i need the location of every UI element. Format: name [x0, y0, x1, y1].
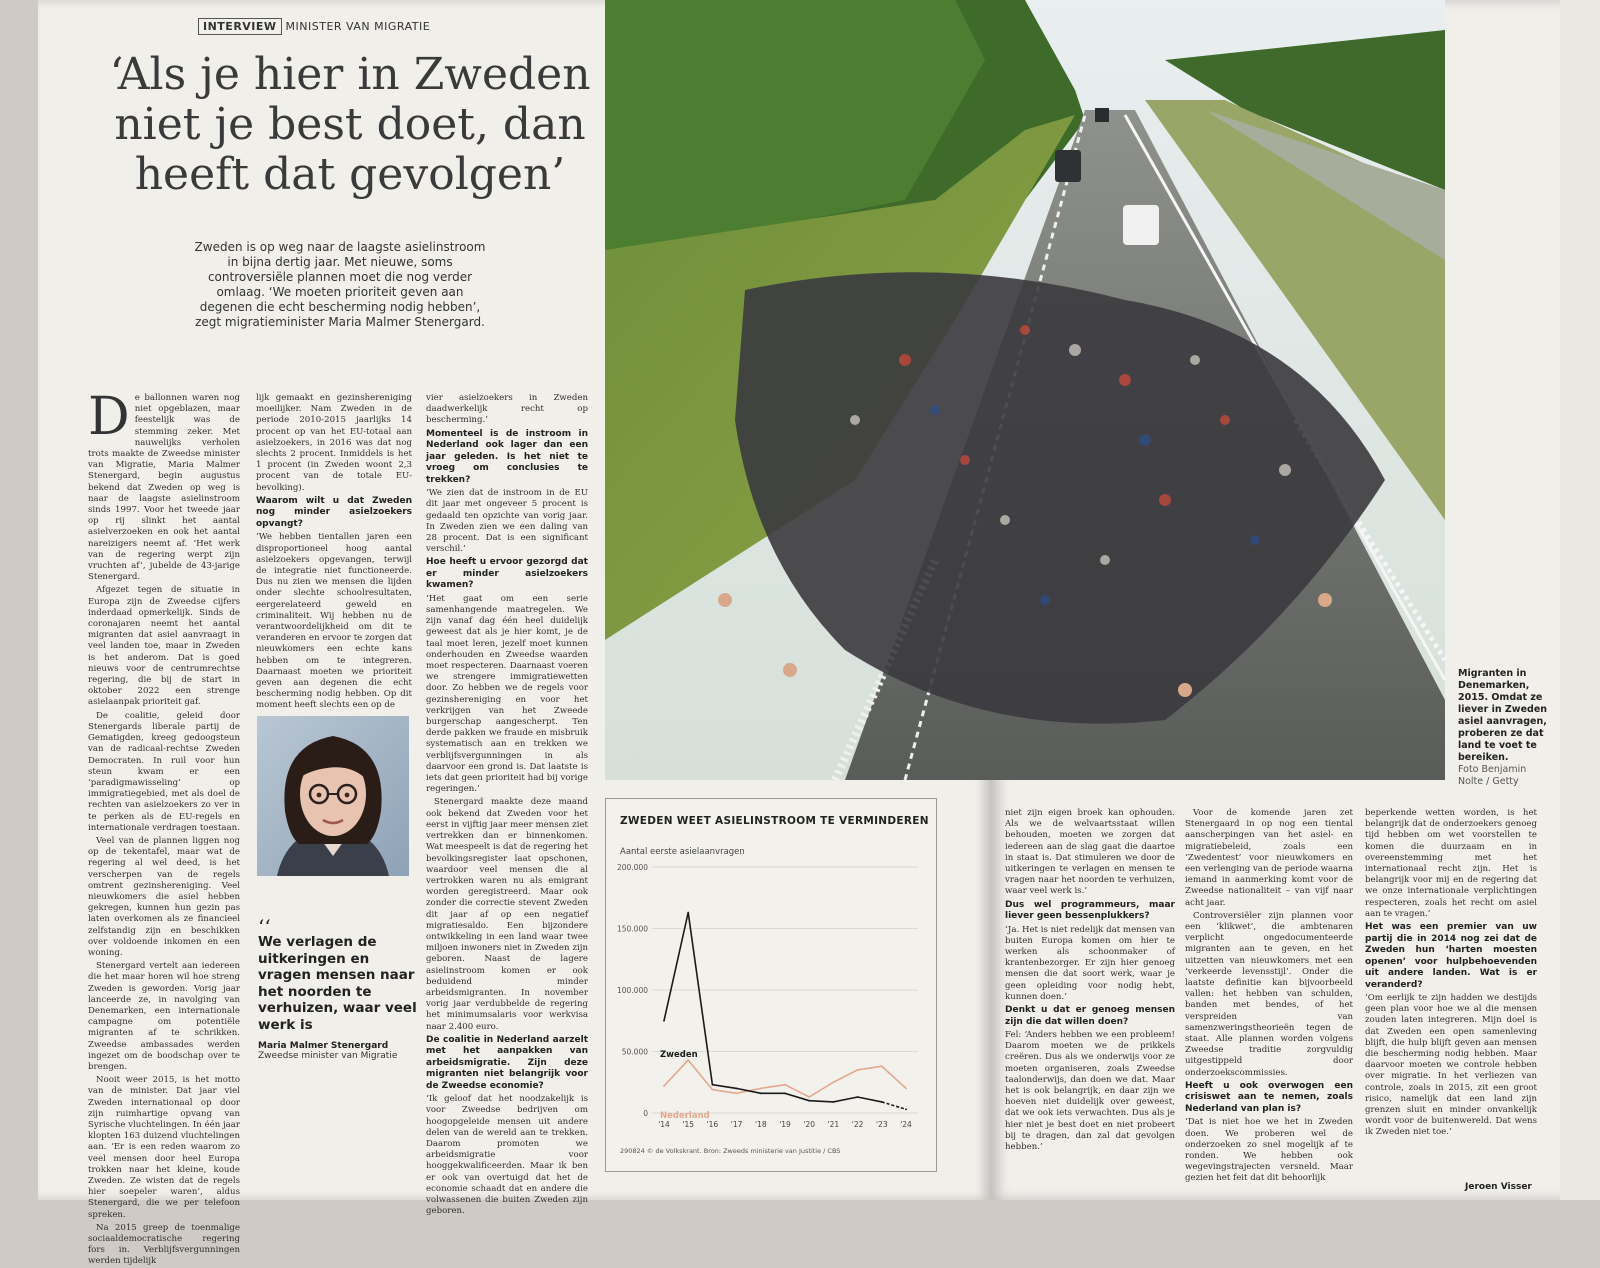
quote-role: Zweedse minister van Migratie [258, 1051, 398, 1061]
next-page-edge [1560, 0, 1600, 1200]
chart-y-tick-label: 100.000 [616, 986, 648, 995]
interview-question: Het was een premier van uw partij die in 2014 nog zei dat de Zweden hun ‘harten moesten openen’ voor hulpbehoevenden uit andere landen. Wat is er veranderd? [1365, 922, 1537, 990]
body-paragraph: Afgezet tegen de situatie in Europa zijn de Zweedse cijfers inderdaad opmerkelijk. Sinds de coronajaren neemt het aantal migranten dat asiel aanvraagt in veel landen toe, maar in Zweden is het anderom. Dat is goed nieuws voor de centrumrechtse regering, die bij de start in oktober 2022 een strenge asielaanpak prioriteit gaf. [88, 585, 240, 708]
chart-point [760, 1088, 762, 1090]
interview-question: Momenteel is de instroom in Nederland ook lager dan een jaar geleden. Is het niet te vroeg om conclusies te trekken? [426, 428, 588, 485]
chart-x-tick-label: '18 [754, 1120, 767, 1129]
chart-point [905, 1088, 907, 1090]
chart-y-tick-label: 200.000 [616, 863, 648, 872]
chart-point [712, 1089, 714, 1091]
chart-y-label: Aantal eerste asielaanvragen [620, 847, 745, 857]
interview-answer: ‘Ik geloof dat het noodzakelijk is voor Zweedse bedrijven om hoogopgeleide mensen uit andere delen van de wereld aan te trekken. Daarom promoten we arbeidsmigratie voor hooggekwalificeerden. Maar ik ben er ook van overtuigd dat het de economie schaadt dat en andere die volwassenen die buiten Zweden zijn geboren. [426, 1094, 588, 1217]
chart-y-tick-label: 150.000 [616, 924, 648, 934]
chart-x-tick-label: '19 [779, 1120, 791, 1129]
migrants-highway-photo [605, 0, 1445, 780]
chart-source: 290824 © de Volkskrant. Bron: Zweeds ministerie van Justitie / CBS [620, 1147, 841, 1155]
chart-box [605, 798, 937, 1172]
chart-x-tick-label: '14 [658, 1120, 670, 1129]
interview-question: De coalitie in Nederland aarzelt met het aanpakken van arbeidsmigratie. Zijn deze migranten niet belangrijk voor de Zweedse economie? [426, 1034, 588, 1091]
intro-paragraph: Zweden is op weg naar de laagste asielinstroom in bijna dertig jaar. Met nieuwe, soms controversiële plannen moet die nog verder omlaag. ‘We moeten prioriteit geven aan degenen die echt bescherming nodig hebben’, zegt migratieminister Maria Malmer Stenergard. [194, 240, 486, 329]
chart-point [808, 1100, 810, 1102]
article-column-4 [1005, 808, 1175, 1198]
chart-point [736, 1088, 738, 1090]
interview-answer: Fel: ‘Anders hebben we een probleem! Daarom moeten we de prikkels creëren. Dus als we onderwijs voor ze moeten organiseren, zoals Zweedse taalonderwijs, dan doen we dat. Maar het is ook belangrijk, en daar zijn we hoeven niet duidelijk over geweest, dat we ook iets verwachten. Dus als je hier niet je best doet en niet probeert bij te dragen, dan zal dat gevolgen hebben.’ [1005, 1030, 1175, 1153]
chart-x-tick-label: '21 [827, 1120, 840, 1129]
chart-point [760, 1092, 762, 1094]
article-column-6 [1365, 808, 1537, 1180]
chart-x-tick-label: '16 [706, 1120, 719, 1129]
kicker-label: INTERVIEW [198, 18, 282, 35]
body-paragraph: Controversiëler zijn plannen voor een ‘klikwet’, die ambtenaren verplicht ongedocumenteerde migranten aan te geven, en het uitzetten van nieuwkomers met een ‘verkeerde levensstijl’. Onder die laatste definitie kan bijvoorbeeld vallen: het hebben van schulden, banden met bendes, of het verspreiden van samenzweringstheorieën tegen de staat. Alle plannen worden volgens Zweedse traditie zorgvuldig uitgestippeld door onderzoekscommissies. [1185, 910, 1353, 1078]
byline: Jeroen Visser [1465, 1182, 1532, 1192]
chart-point [736, 1092, 738, 1094]
chart-x-tick-label: '23 [875, 1120, 888, 1129]
body-paragraph: beperkende wetten worden, is het belangrijk dat de onderzoekers genoeg tijd hebben om wet voorstellen te komen die duurzaam en in overeenstemming met het internationaal recht zijn. Het is belangrijk voor mij en de regering dat we onze internationale verplichtingen respecteren, zoals het recht om asiel aan te vragen.’ [1365, 808, 1537, 919]
chart-point [663, 1020, 665, 1022]
chart-y-tick-label: 50.000 [621, 1047, 648, 1057]
interview-answer: ‘Om eerlijk te zijn hadden we destijds geen plan voor hoe we al die mensen zouden laten integreren. Mijn doel is dat Zweden een open samenleving blijft, die hulp blijft geven aan mensen die bescherming nodig hebben. Maar daarvoor moeten we controle hebben over migratie. In het verliezen van controle, zoals in 2015, zit een groot risico, namelijk dat een land zijn grenzen sluit en minder onvankelijk wordt voor de buitenwereld. Dat wens ik Zweden niet toe.’ [1365, 993, 1537, 1138]
chart-point [784, 1092, 786, 1094]
body-paragraph: Veel van de plannen liggen nog op de tekentafel, maar wat de regering al wel deed, is het verscherpen van de regels omtrent gezinshereniging. Veel nieuwkomers die asiel hebben gekregen, kunnen hun gezin pas laten overkomen als ze financieel zelfstandig zijn en beschikken over voldoende inkomen en een woning. [88, 835, 240, 958]
pull-quote [258, 915, 418, 1061]
interview-answer: ‘Het gaat om een serie samenhangende maatregelen. We zijn vanaf dag één heel duidelijk geweest dat als je hier komt, je de taal moet leren, jezelf moet kunnen onderhouden en Zweedse waarden moet respecteren. Daarnaast voeren we strengere immigratiewetten door. Zo hebben we de regels voor gezinshereniging en voor het verkrijgen van het Zweede burgerschap aangescherpt. Ten derde pakken we fraude en misbruik systematisch aan en trekken we verblijfsvergunningen in als daarvoor een grond is. Dat laatste is iets dat geen prioriteit had bij vorige regeringen.’ [426, 593, 588, 795]
body-paragraph: Na 2015 greep de toenmalige sociaaldemocratische regering fors in. Verblijfsvergunningen werden tijdelijk [88, 1222, 240, 1267]
interview-question: Denkt u dat er genoeg mensen zijn die dat willen doen? [1005, 1005, 1175, 1027]
chart-point [881, 1101, 883, 1103]
chart-x-tick-label: '20 [803, 1120, 816, 1129]
chart-svg [606, 855, 936, 1155]
kicker [198, 20, 430, 33]
body-paragraph: Stenergard vertelt aan iedereen die het maar horen wil hoe streng Zweden is geworden. Vorig jaar lanceerde ze, in navolging van Denemarken, een internationale campagne om potentiële migranten af te schrikken. Zweedse ambassades werden ingezet om de boodschap over te brengen. [88, 961, 240, 1072]
chart-point [881, 1065, 883, 1067]
chart-point [712, 1084, 714, 1086]
chart-point [833, 1101, 835, 1103]
interview-question: Heeft u ook overwogen een crisiswet aan te nemen, zoals Nederland van plan is? [1185, 1080, 1353, 1114]
body-paragraph: De coalitie, geleid door Stenergards liberale partij de Gematigden, kreeg gedoogsteun van de radicaal-rechtse Zweden Democraten. In ruil voor hun steun kwam er een ‘paradigmawisseling’ op immigratiegebied, met als doel de rechten van asielzoekers zo ver in te perken als de EU-regels en internationale verdragen toestaan. [88, 710, 240, 833]
body-paragraph: Nooit weer 2015, is het motto van de minister. Dat jaar viel Zweden internationaal op door zijn ruimhartige opvang van Syrische vluchtelingen. In één jaar klopten 163 duizend vluchtelingen aan. ‘Er is een reden waarom zo veel mensen door heel Europa trokken naar het kleine, koude Zweden. Ze wisten dat de regels hier soepeler waren’, aldus Stenergard, die we per telefoon spreken. [88, 1075, 240, 1220]
interview-question: Dus wel programmeurs, maar liever geen bessenplukkers? [1005, 899, 1175, 922]
headline: ‘Als je hier in Zweden niet je best doet, dan heeft dat gevolgen’ [109, 49, 591, 200]
article-column-3 [426, 393, 588, 1217]
chart-y-tick-label: 0 [643, 1109, 648, 1118]
drop-cap: D [88, 387, 130, 447]
chart-x-tick-label: '15 [682, 1120, 695, 1129]
article-column-2 [256, 393, 412, 711]
chart-x-tick-label: '24 [900, 1120, 912, 1129]
article-column-1 [88, 387, 240, 1267]
chart-series-label: Zweden [660, 1049, 698, 1060]
chart-series-line [664, 1060, 906, 1097]
chart-point [687, 912, 689, 914]
body-paragraph: niet zijn eigen broek kan ophouden. Als we de welvaartsstaat willen behouden, moeten we zorgen dat iedereen aan de slag gaat die daartoe in staat is. Dat stimuleren we door de uitkeringen te verlagen en mensen te vragen naar het noorden te verhuizen, waar veel werk is.’ [1005, 808, 1175, 897]
chart-point [833, 1081, 835, 1083]
chart-point [663, 1085, 665, 1087]
chart-x-tick-label: '22 [851, 1120, 864, 1129]
body-paragraph: Voor de komende jaren zet Stenergaard in op nog een tiental aanscherpingen van het asiel- en migratiebeleid, zoals een ‘Zwedentest’ voor nieuwkomers en een verlenging van de periode waarna iemand in aanmerking komt voor de Zweedse nationaliteit – van vijf naar acht jaar. [1185, 808, 1353, 908]
chart-point [857, 1069, 859, 1071]
article-column-5 [1185, 808, 1353, 1198]
chart-point [808, 1096, 810, 1098]
chart-series-line-projected [882, 1102, 906, 1109]
chart-series-label: Nederland [660, 1110, 710, 1121]
interview-answer: ‘Dat is niet hoe we het in Zweden doen. We proberen wel de onderzoeken zo snel mogelijk af te ronden. We hebben ook wegevingstrajecten versneld. Maar gezien het feit dat dit behoorlijk [1185, 1117, 1353, 1184]
body-paragraph: Stenergard maakte deze maand ook bekend dat Zweden voor het eerst in vijftig jaar meer mensen ziet vertrekken dan er binnenkomen. Wat meespeelt is dat de regering het bevolkingsregister laat opschonen, waardoor veel mensen die al vertrokken waren nu als emigrant worden geregistreerd. Maar ook zonder die correctie stevent Zweden dit jaar af op een negatief migratiesaldo. Een bijzondere ontwikkeling in een land waar twee miljoen inwoners niet in Zweden zijn geboren. Naast de lagere asielinstroom komen er ook beduidend minder arbeidsmigranten. In november vorig jaar verdubbelde de regering het minimumsalaris voor werkvisa naar 2.400 euro. [426, 797, 588, 1032]
kicker-section: MINISTER VAN MIGRATIE [285, 20, 431, 33]
interview-answer: ‘We zien dat de instroom in de EU dit jaar met ongeveer 5 procent is gedaald ten opzichte van vorig jaar. In Zweden zien we een daling van 28 procent. Dat is een significant verschil.’ [426, 488, 588, 555]
body-paragraph: vier asielzoekers in Zweden daadwerkelijk recht op bescherming.’ [426, 393, 588, 426]
chart-point [784, 1084, 786, 1086]
body-paragraph: lijk gemaakt en gezinshereniging moeilijker. Nam Zweden in de periode 2010-2015 jaarlijks 14 procent op van het EU-totaal aan asielzoekers, in 2016 was dat nog slechts 2 procent. Inmiddels is het 1 procent (in Zweden woont 2,3 procent van de totale EU-bevolking). [256, 393, 412, 493]
interview-answer: ‘We hebben tientallen jaren een disproportioneel hoog aantal asielzoekers opgevangen, terwijl de integratie niet functioneerde. Dus nu zien we mensen die lijden onder slechte schoolresultaten, eergerelateerd geweld en criminaliteit. Wij hebben nu de verantwoordelijkheid om dit te veranderen en ervoor te zorgen dat nieuwkomers een echte kans hebben om te integreren. Daarnaast moeten we prioriteit geven aan degenen die echt bescherming nodig hebben. Op dit moment heeft slechts een op de [256, 532, 412, 711]
interview-question: Waarom wilt u dat Zweden nog minder asielzoekers opvangt? [256, 495, 412, 529]
chart-point [905, 1108, 907, 1110]
quote-text: We verlagen de uitkeringen en vragen mensen naar het noorden te verhuizen, waar veel werk is [258, 934, 417, 1033]
photo-caption [1458, 668, 1553, 788]
chart-title: ZWEDEN WEET ASIELINSTROOM TE VERMINDEREN [620, 815, 929, 827]
body-paragraph: e ballonnen waren nog niet opgeblazen, maar feestelijk was de stemming zeker. Met nauwelijks verholen trots maakte de Zweedse minister van Migratie, Maria Malmer Stenergard, begin augustus bekend dat Zweden op weg is naar de laagste asielinstroom sinds 1997. Voor het tweede jaar op rij slinkt het aantal asielverzoeken en ook het aantal nareizigers neemt af. ‘Het werk van de regering werpt zijn vruchten af’, jubelde de 43-jarige Stenergard. [88, 393, 240, 583]
interview-question: Hoe heeft u ervoor gezorgd dat er minder asielzoekers kwamen? [426, 557, 588, 591]
chart-point [857, 1096, 859, 1098]
chart-x-tick-label: '17 [730, 1120, 743, 1129]
interview-answer: ‘Ja. Het is niet redelijk dat mensen van buiten Europa komen om hier te werken als schoonmaker of krantenbezorger. Er zijn hier genoeg mensen die dat soort werk, waar je geen opleiding voor nodig hebt, kunnen doen.’ [1005, 924, 1175, 1002]
quote-name: Maria Malmer Stenergard [258, 1041, 389, 1051]
caption-text: Migranten in Denemarken, 2015. Omdat ze liever in Zweden asiel aanvragen, proberen ze dat land te voet te bereiken. [1458, 668, 1548, 763]
photo-credit: Foto Benjamin Nolte / Getty [1458, 764, 1527, 787]
quote-mark: ‘‘ [258, 915, 271, 939]
portrait-photo [257, 716, 409, 876]
